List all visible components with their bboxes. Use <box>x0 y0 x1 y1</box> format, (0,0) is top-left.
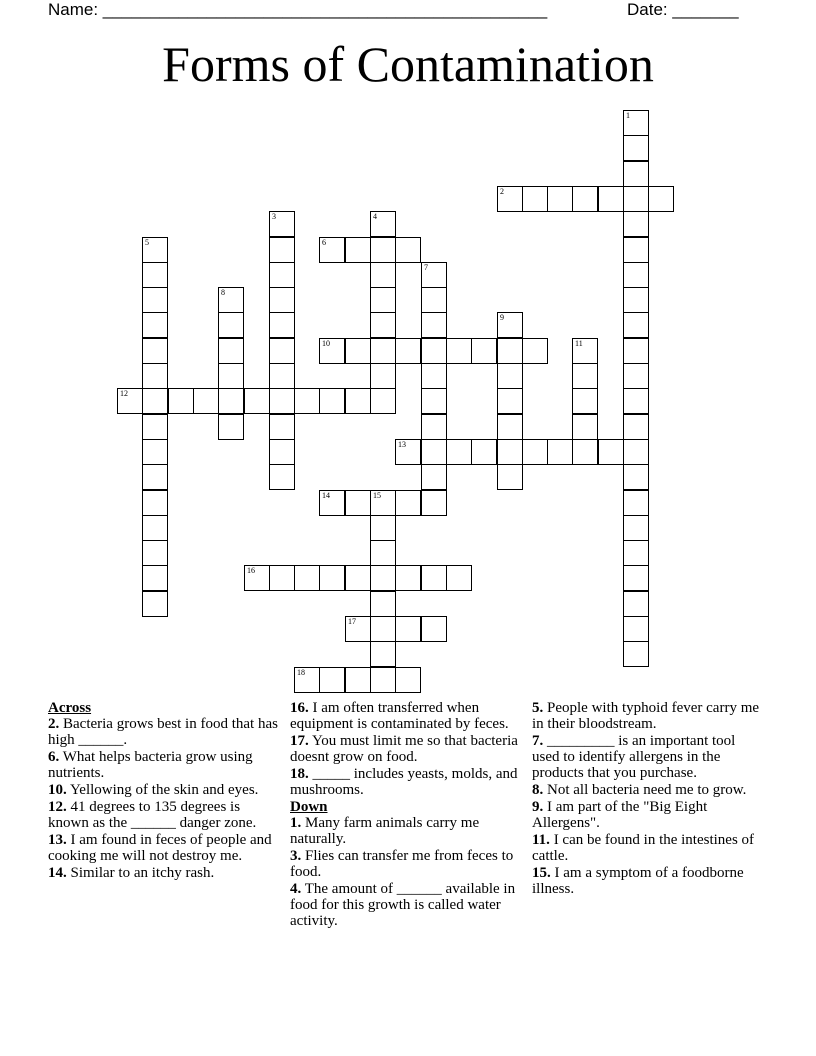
crossword-cell[interactable] <box>572 388 598 414</box>
clue-across-17: 17. You must limit me so that bacteria doesnt grow on food. <box>290 733 518 765</box>
crossword-cell[interactable] <box>370 211 396 237</box>
crossword-cell[interactable] <box>522 439 548 465</box>
crossword-cell[interactable] <box>269 464 295 490</box>
clue-number-label: 17 <box>348 617 356 626</box>
crossword-cell[interactable] <box>218 414 244 440</box>
crossword-cell[interactable] <box>623 616 649 642</box>
crossword-cell[interactable] <box>572 363 598 389</box>
clue-number-label: 7 <box>424 263 428 272</box>
crossword-cell[interactable] <box>395 490 421 516</box>
crossword-cell[interactable] <box>421 287 447 313</box>
clue-number-label: 15 <box>373 491 381 500</box>
crossword-cell[interactable] <box>623 464 649 490</box>
crossword-cell[interactable] <box>269 312 295 338</box>
crossword-cell[interactable] <box>623 565 649 591</box>
crossword-cell[interactable] <box>345 616 371 642</box>
crossword-cell[interactable] <box>471 439 497 465</box>
crossword-cell[interactable] <box>294 667 320 693</box>
clue-down-5: 5. People with typhoid fever carry me in their bloodstream. <box>532 700 760 732</box>
clue-number-label: 14 <box>322 491 330 500</box>
crossword-cell[interactable] <box>471 338 497 364</box>
crossword-cell[interactable] <box>623 287 649 313</box>
crossword-cell[interactable] <box>395 237 421 263</box>
crossword-cell[interactable] <box>142 540 168 566</box>
crossword-cell[interactable] <box>218 338 244 364</box>
crossword-cell[interactable] <box>623 161 649 187</box>
crossword-cell[interactable] <box>572 414 598 440</box>
clue-column-1 <box>48 700 282 882</box>
name-blank-line[interactable]: _______________________________________________ <box>102 0 548 19</box>
clue-column-2 <box>290 700 524 930</box>
crossword-cell[interactable] <box>319 338 345 364</box>
clue-across-13: 13. I am found in feces of people and cooking me will not destroy me. <box>48 832 272 864</box>
clue-number-label: 11 <box>575 339 583 348</box>
crossword-cell[interactable] <box>421 414 447 440</box>
crossword-cell[interactable] <box>269 363 295 389</box>
across-heading: Across <box>48 700 92 716</box>
crossword-cell[interactable] <box>623 262 649 288</box>
crossword-cell[interactable] <box>218 287 244 313</box>
crossword-cell[interactable] <box>497 464 523 490</box>
crossword-cell[interactable] <box>421 363 447 389</box>
crossword-cell[interactable] <box>395 338 421 364</box>
crossword-cell[interactable] <box>269 338 295 364</box>
crossword-cell[interactable] <box>623 540 649 566</box>
crossword-cell[interactable] <box>142 464 168 490</box>
crossword-cell[interactable] <box>497 439 523 465</box>
crossword-cell[interactable] <box>168 388 194 414</box>
crossword-cell[interactable] <box>497 363 523 389</box>
crossword-cell[interactable] <box>269 287 295 313</box>
clue-number-label: 3 <box>272 212 276 221</box>
crossword-cell[interactable] <box>370 262 396 288</box>
crossword-cell[interactable] <box>370 591 396 617</box>
crossword-cell[interactable] <box>142 287 168 313</box>
crossword-cell[interactable] <box>395 667 421 693</box>
crossword-cell[interactable] <box>421 616 447 642</box>
crossword-cell[interactable] <box>497 414 523 440</box>
crossword-cell[interactable] <box>142 414 168 440</box>
crossword-cell[interactable] <box>598 186 624 212</box>
crossword-cell[interactable] <box>623 110 649 136</box>
crossword-cell[interactable] <box>319 237 345 263</box>
crossword-cell[interactable] <box>319 565 345 591</box>
crossword-cell[interactable] <box>269 439 295 465</box>
crossword-cell[interactable] <box>446 338 472 364</box>
clue-number-label: 18 <box>297 668 305 677</box>
clue-down-4: 4. The amount of ______ available in food for this growth is called water activity. <box>290 881 516 929</box>
crossword-cell[interactable] <box>421 464 447 490</box>
clue-down-15: 15. I am a symptom of a foodborne illness. <box>532 865 744 897</box>
crossword-cell[interactable] <box>218 312 244 338</box>
clue-down-11: 11. I can be found in the intestines of cattle. <box>532 832 755 864</box>
crossword-cell[interactable] <box>117 388 143 414</box>
crossword-cell[interactable] <box>623 363 649 389</box>
crossword-cell[interactable] <box>623 414 649 440</box>
crossword-cell[interactable] <box>572 186 598 212</box>
clue-across-12: 12. 41 degrees to 135 degrees is known as the ______ danger zone. <box>48 799 257 831</box>
crossword-cell[interactable] <box>446 565 472 591</box>
crossword-cell[interactable] <box>446 439 472 465</box>
crossword-cell[interactable] <box>269 414 295 440</box>
crossword-cell[interactable] <box>648 186 674 212</box>
clue-across-16: 16. I am often transferred when equipment is contaminated by feces. <box>290 700 509 732</box>
crossword-cell[interactable] <box>244 388 270 414</box>
crossword-cell[interactable] <box>370 515 396 541</box>
clue-down-9: 9. I am part of the "Big Eight Allergens". <box>532 799 708 831</box>
crossword-cell[interactable] <box>142 490 168 516</box>
crossword-cell[interactable] <box>572 439 598 465</box>
clue-number-label: 4 <box>373 212 377 221</box>
crossword-cell[interactable] <box>142 515 168 541</box>
crossword-cell[interactable] <box>395 616 421 642</box>
crossword-cell[interactable] <box>345 388 371 414</box>
crossword-cell[interactable] <box>623 312 649 338</box>
crossword-cell[interactable] <box>395 439 421 465</box>
crossword-cell[interactable] <box>345 565 371 591</box>
crossword-cell[interactable] <box>547 186 573 212</box>
crossword-cell[interactable] <box>421 439 447 465</box>
page-title: Forms of Contamination <box>162 36 654 92</box>
down-heading: Down <box>290 799 328 815</box>
crossword-cell[interactable] <box>572 338 598 364</box>
crossword-cell[interactable] <box>522 186 548 212</box>
crossword-cell[interactable] <box>623 490 649 516</box>
clue-number-label: 1 <box>626 111 630 120</box>
crossword-cell[interactable] <box>370 287 396 313</box>
crossword-cell[interactable] <box>269 237 295 263</box>
crossword-cell[interactable] <box>269 388 295 414</box>
clue-number-label: 12 <box>120 389 128 398</box>
crossword-cell[interactable] <box>142 591 168 617</box>
crossword-cell[interactable] <box>598 439 624 465</box>
crossword-cell[interactable] <box>142 363 168 389</box>
name-label: Name: <box>48 0 103 19</box>
crossword-cell[interactable] <box>142 237 168 263</box>
crossword-cell[interactable] <box>319 667 345 693</box>
crossword-cell[interactable] <box>623 211 649 237</box>
clue-across-14: 14. Similar to an itchy rash. <box>48 865 215 881</box>
crossword-cell[interactable] <box>142 565 168 591</box>
clue-number-label: 6 <box>322 238 326 247</box>
crossword-cell[interactable] <box>370 490 396 516</box>
date-label: Date: <box>627 0 673 19</box>
crossword-cell[interactable] <box>623 135 649 161</box>
clue-across-2: 2. Bacteria grows best in food that has high ______. <box>48 716 278 748</box>
crossword-cell[interactable] <box>421 388 447 414</box>
clue-number-label: 13 <box>398 440 406 449</box>
crossword-cell[interactable] <box>345 338 371 364</box>
clue-column-3 <box>532 700 766 898</box>
crossword-cell[interactable] <box>421 312 447 338</box>
crossword-cell[interactable] <box>294 565 320 591</box>
crossword-cell[interactable] <box>319 490 345 516</box>
crossword-cell[interactable] <box>623 237 649 263</box>
crossword-cell[interactable] <box>370 616 396 642</box>
crossword-cell[interactable] <box>319 388 345 414</box>
crossword-cell[interactable] <box>269 262 295 288</box>
clue-number-label: 10 <box>322 339 330 348</box>
clue-down-7: 7. _________ is an important tool used to identify allergens in the products that you purchase. <box>532 733 736 781</box>
crossword-cell[interactable] <box>421 490 447 516</box>
clue-number-label: 8 <box>221 288 225 297</box>
clue-number-label: 5 <box>145 238 149 247</box>
crossword-cell[interactable] <box>370 388 396 414</box>
clue-down-3: 3. Flies can transfer me from feces to food. <box>290 848 514 880</box>
crossword-cell[interactable] <box>497 338 523 364</box>
clue-number-label: 16 <box>247 566 255 575</box>
crossword-cell[interactable] <box>623 515 649 541</box>
crossword-cell[interactable] <box>370 565 396 591</box>
crossword-cell[interactable] <box>421 338 447 364</box>
crossword-cell[interactable] <box>623 338 649 364</box>
clue-down-8: 8. Not all bacteria need me to grow. <box>532 782 747 798</box>
crossword-cell[interactable] <box>522 338 548 364</box>
crossword-cell[interactable] <box>497 388 523 414</box>
crossword-cell[interactable] <box>421 262 447 288</box>
crossword-cell[interactable] <box>370 667 396 693</box>
crossword-cell[interactable] <box>142 262 168 288</box>
crossword-cell[interactable] <box>421 565 447 591</box>
crossword-cell[interactable] <box>370 540 396 566</box>
crossword-cell[interactable] <box>244 565 270 591</box>
crossword-cell[interactable] <box>218 363 244 389</box>
crossword-cell[interactable] <box>497 186 523 212</box>
crossword-cell[interactable] <box>345 667 371 693</box>
clue-across-6: 6. What helps bacteria grow using nutrients. <box>48 749 253 781</box>
clue-number-label: 2 <box>500 187 504 196</box>
crossword-cell[interactable] <box>370 338 396 364</box>
clue-across-10: 10. Yellowing of the skin and eyes. <box>48 782 259 798</box>
date-blank-line[interactable]: _______ <box>672 0 739 19</box>
crossword-cell[interactable] <box>623 641 649 667</box>
crossword-cell[interactable] <box>370 312 396 338</box>
crossword-cell[interactable] <box>370 641 396 667</box>
crossword-cell[interactable] <box>623 186 649 212</box>
crossword-cell[interactable] <box>345 237 371 263</box>
crossword-cell[interactable] <box>623 591 649 617</box>
crossword-cell[interactable] <box>294 388 320 414</box>
crossword-cell[interactable] <box>269 211 295 237</box>
crossword-cell[interactable] <box>370 363 396 389</box>
crossword-cell[interactable] <box>395 565 421 591</box>
clue-number-label: 9 <box>500 313 504 322</box>
crossword-cell[interactable] <box>142 439 168 465</box>
crossword-cell[interactable] <box>345 490 371 516</box>
crossword-cell[interactable] <box>193 388 219 414</box>
crossword-cell[interactable] <box>547 439 573 465</box>
crossword-cell[interactable] <box>218 388 244 414</box>
crossword-cell[interactable] <box>142 312 168 338</box>
crossword-cell[interactable] <box>623 439 649 465</box>
crossword-cell[interactable] <box>623 388 649 414</box>
clue-across-18: 18. _____ includes yeasts, molds, and mushrooms. <box>290 766 518 798</box>
clue-down-1: 1. Many farm animals carry me naturally. <box>290 815 480 847</box>
crossword-cell[interactable] <box>370 237 396 263</box>
crossword-cell[interactable] <box>269 565 295 591</box>
crossword-cell[interactable] <box>142 338 168 364</box>
crossword-cell[interactable] <box>142 388 168 414</box>
crossword-cell[interactable] <box>497 312 523 338</box>
